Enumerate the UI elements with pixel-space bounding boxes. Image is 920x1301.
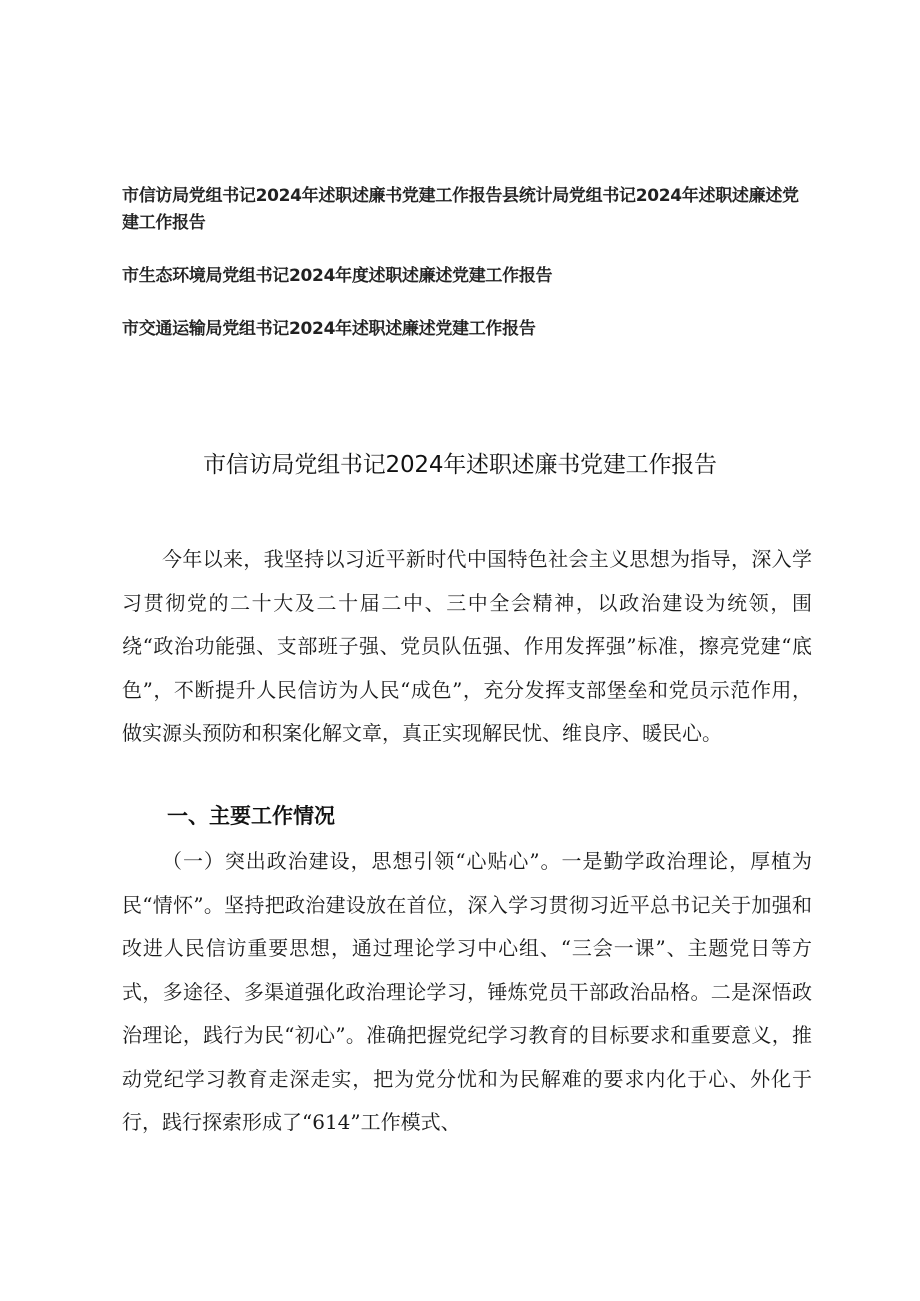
toc-item-2: 市生态环境局党组书记2024年度述职述廉述党建工作报告 bbox=[122, 266, 553, 286]
toc-item-1: 市信访局党组书记2024年述职述廉书党建工作报告县统计局党组书记2024年述职述廉述党建工作报告 bbox=[122, 186, 799, 233]
toc-item-3: 市交通运输局党组书记2024年述职述廉述党建工作报告 bbox=[122, 319, 536, 339]
section-paragraph: （一）突出政治建设，思想引领“心贴心”。一是勤学政治理论，厚植为民“情怀”。坚持把政治建设放在首位，深入学习贯彻习近平总书记关于加强和改进人民信访重要思想，通过理论学习中心组、“三会一课”、主题党日等方式，多途径、多渠道强化政治理论学习，锤炼党员干部政治品格。二是深悟政治理论，践行为民“初心”。准确把握党纪学习教育的目标要求和重要意义，推动党纪学习教育走深走实，把为党分忧和为民解难的要求内化于心、外化于行，践行探索形成了“614”工作模式、 bbox=[122, 849, 812, 1134]
intro-paragraph: 今年以来，我坚持以习近平新时代中国特色社会主义思想为指导，深入学习贯彻党的二十大及二十届二中、三中全会精神，以政治建设为统领，围绕“政治功能强、支部班子强、党员队伍强、作用发挥强”标准，擦亮党建“底色”，不断提升人民信访为人民“成色”，充分发挥支部堡垒和党员示范作用，做实源头预防和积案化解文章，真正实现解民忧、维良序、暖民心。 bbox=[122, 547, 812, 745]
table-of-contents bbox=[122, 183, 812, 369]
document-title: 市信访局党组书记2024年述职述廉书党建工作报告 bbox=[203, 452, 717, 478]
section-heading: 一、主要工作情况 bbox=[167, 804, 335, 828]
